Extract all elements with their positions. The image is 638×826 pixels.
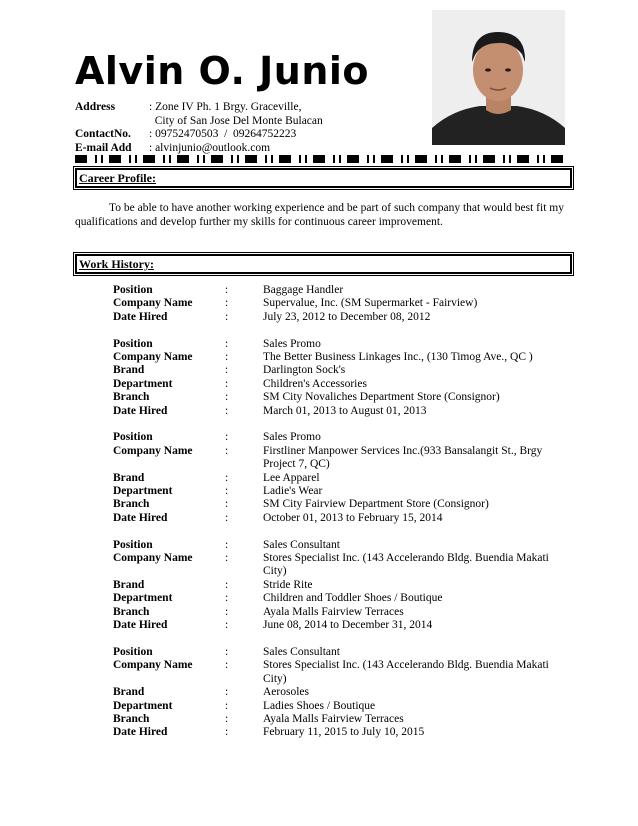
contact-value: : Zone IV Ph. 1 Brgy. Graceville,	[149, 101, 302, 113]
section-title: Career Profile:	[79, 171, 156, 185]
job-field-row	[113, 338, 568, 351]
job-entry	[113, 431, 568, 525]
job-field-row	[113, 391, 568, 404]
field-label: Date Hired	[113, 511, 168, 524]
field-value: Stores Specialist Inc. (143 Accelerando Bldg. Buendia Makati City)	[263, 552, 549, 578]
field-colon: :	[225, 431, 229, 444]
job-field-row	[113, 646, 568, 659]
field-value: July 23, 2012 to December 08, 2012	[263, 310, 431, 323]
field-label: Department	[113, 699, 173, 712]
field-colon: :	[225, 712, 229, 725]
field-value: February 11, 2015 to July 10, 2015	[263, 726, 425, 739]
field-value: Sales Promo	[263, 431, 321, 444]
field-label: Position	[113, 284, 153, 296]
field-colon: :	[225, 404, 229, 417]
field-colon: :	[225, 726, 229, 739]
job-field-row	[113, 431, 568, 444]
field-label: Date Hired	[113, 404, 168, 417]
contact-row-address	[75, 101, 323, 115]
field-value: Firstliner Manpower Services Inc.(933 Bansalangit St., Brgy Project 7, QC)	[263, 444, 543, 471]
job-field-row	[113, 445, 568, 472]
job-field-row	[113, 311, 568, 324]
field-value: Baggage Handler	[263, 284, 344, 296]
header-divider	[75, 155, 568, 163]
field-label: Date Hired	[113, 726, 168, 739]
field-label: Company Name	[113, 659, 193, 672]
field-label: Company Name	[113, 351, 193, 364]
job-entry	[113, 338, 568, 418]
contact-row-phone	[75, 128, 323, 142]
field-colon: :	[225, 391, 229, 404]
career-profile-text: To be able to have another working experience and be part of such company that would best fit my qualifications and develop further my skills for continuous career improvement.	[75, 202, 564, 228]
job-field-row	[113, 552, 568, 579]
field-label: Position	[113, 645, 153, 658]
work-history-list	[113, 284, 568, 753]
field-colon: :	[225, 659, 229, 672]
field-label: Company Name	[113, 552, 193, 565]
job-field-row	[113, 498, 568, 511]
job-field-row	[113, 297, 568, 310]
field-label: Position	[113, 431, 153, 444]
job-field-row	[113, 512, 568, 525]
field-label: Department	[113, 485, 173, 498]
job-field-row	[113, 485, 568, 498]
job-field-row	[113, 364, 568, 377]
field-label: Date Hired	[113, 310, 168, 323]
field-value: Supervalue, Inc. (SM Supermarket - Fairview)	[263, 297, 478, 310]
contact-row-address-cont	[75, 115, 323, 129]
job-field-row	[113, 378, 568, 391]
field-value: Sales Consultant	[263, 538, 340, 551]
job-entry	[113, 284, 568, 324]
contact-label	[75, 115, 149, 129]
field-colon: :	[225, 471, 229, 484]
field-label: Brand	[113, 364, 145, 377]
job-field-row	[113, 726, 568, 739]
field-colon: :	[225, 552, 229, 565]
field-value: Ladies Shoes / Boutique	[263, 699, 376, 712]
field-value: Stores Specialist Inc. (143 Accelerando Bldg. Buendia Makati City)	[263, 659, 549, 685]
field-colon: :	[225, 310, 229, 323]
field-value: Sales Promo	[263, 337, 321, 350]
field-value: Stride Rite	[263, 578, 313, 591]
contact-label: ContactNo.	[75, 128, 131, 140]
field-label: Brand	[113, 686, 145, 699]
job-field-row	[113, 606, 568, 619]
field-label: Company Name	[113, 297, 193, 310]
job-field-row	[113, 659, 568, 686]
field-colon: :	[225, 686, 229, 699]
contact-block	[75, 101, 323, 155]
person-photo-icon	[432, 10, 565, 145]
field-colon: :	[225, 699, 229, 712]
field-value: Children's Accessories	[263, 377, 367, 390]
field-colon: :	[225, 444, 229, 457]
field-value: March 01, 2013 to August 01, 2013	[263, 404, 427, 417]
field-value: October 01, 2013 to February 15, 2014	[263, 511, 443, 524]
job-field-row	[113, 619, 568, 632]
field-colon: :	[225, 284, 229, 296]
field-value: Ayala Malls Fairview Terraces	[263, 605, 404, 618]
field-value: SM City Fairview Department Store (Consignor)	[263, 498, 489, 511]
job-field-row	[113, 579, 568, 592]
field-colon: :	[225, 297, 229, 310]
field-value: Ayala Malls Fairview Terraces	[263, 712, 404, 725]
job-field-row	[113, 700, 568, 713]
field-colon: :	[225, 485, 229, 498]
job-entry	[113, 646, 568, 740]
work-history-header	[75, 254, 572, 274]
field-label: Position	[113, 538, 153, 551]
field-value: The Better Business Linkages Inc., (130 Timog Ave., QC )	[263, 351, 533, 364]
field-value: Children and Toddler Shoes / Boutique	[263, 592, 443, 605]
contact-row-email	[75, 142, 323, 156]
field-label: Company Name	[113, 444, 193, 457]
field-colon: :	[225, 351, 229, 364]
field-colon: :	[225, 511, 229, 524]
section-title: Work History:	[79, 257, 154, 271]
job-field-row	[113, 539, 568, 552]
field-label: Date Hired	[113, 619, 168, 632]
field-label: Branch	[113, 605, 150, 618]
contact-label: E-mail Add	[75, 141, 132, 154]
field-value: Ladie's Wear	[263, 485, 323, 498]
career-profile-header	[75, 168, 572, 188]
field-colon: :	[225, 592, 229, 605]
field-label: Department	[113, 592, 173, 605]
field-colon: :	[225, 645, 229, 658]
field-value: Aerosoles	[263, 686, 309, 699]
contact-value: : 09752470503 / 09264752223	[149, 128, 297, 140]
job-field-row	[113, 686, 568, 699]
job-field-row	[113, 472, 568, 485]
field-label: Brand	[113, 471, 145, 484]
field-colon: :	[225, 364, 229, 377]
contact-value: City of San Jose Del Monte Bulacan	[149, 114, 323, 127]
field-value: Lee Apparel	[263, 471, 320, 484]
job-field-row	[113, 351, 568, 364]
field-label: Branch	[113, 712, 150, 725]
applicant-name: Alvin O. Junio	[75, 49, 370, 93]
field-colon: :	[225, 605, 229, 618]
field-colon: :	[225, 377, 229, 390]
field-colon: :	[225, 619, 229, 632]
field-colon: :	[225, 538, 229, 551]
contact-value: : alvinjunio@outlook.com	[149, 141, 271, 154]
field-value: Sales Consultant	[263, 645, 340, 658]
field-colon: :	[225, 578, 229, 591]
field-label: Branch	[113, 391, 150, 404]
job-field-row	[113, 405, 568, 418]
job-field-row	[113, 592, 568, 605]
field-value: Darlington Sock's	[263, 364, 346, 377]
field-colon: :	[225, 498, 229, 511]
field-label: Department	[113, 377, 173, 390]
job-entry	[113, 539, 568, 633]
field-value: SM City Novaliches Department Store (Consignor)	[263, 391, 500, 404]
field-colon: :	[225, 337, 229, 350]
field-label: Branch	[113, 498, 150, 511]
field-value: June 08, 2014 to December 31, 2014	[263, 619, 433, 632]
field-label: Brand	[113, 578, 145, 591]
field-label: Position	[113, 337, 153, 350]
contact-label: Address	[75, 101, 116, 113]
job-field-row	[113, 713, 568, 726]
job-field-row	[113, 284, 568, 297]
